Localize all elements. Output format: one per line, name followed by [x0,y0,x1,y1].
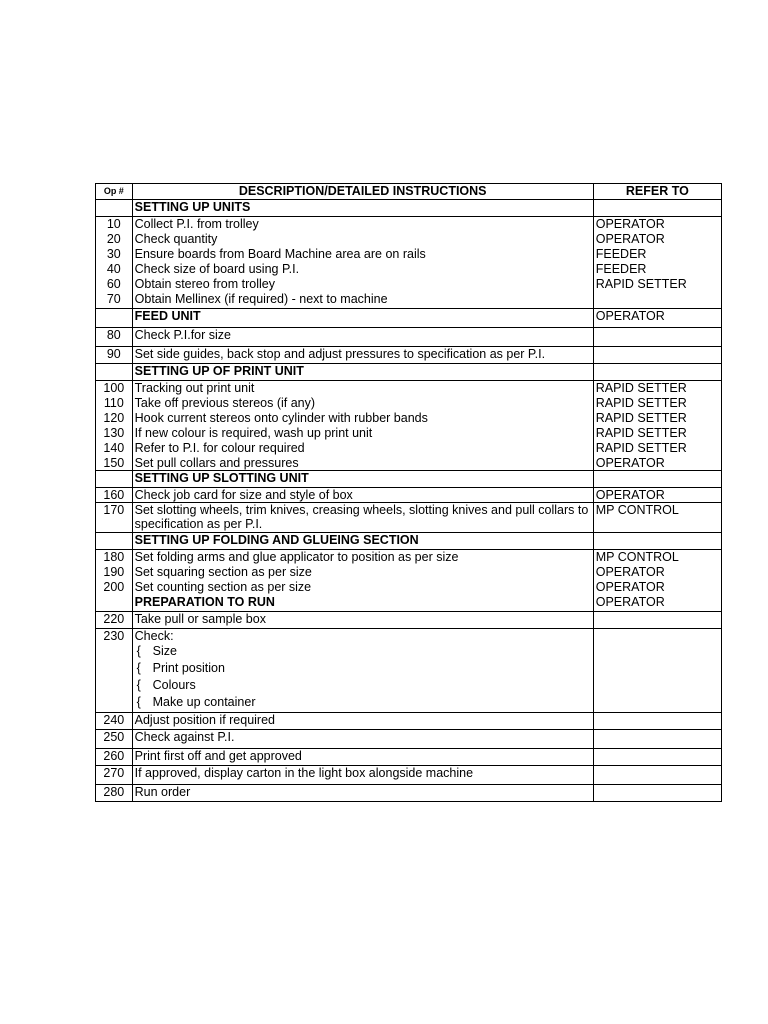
description-cell: Obtain Mellinex (if required) - next to machine [132,292,593,309]
op-number-cell [96,364,133,381]
refer-to-cell [593,749,721,766]
description-cell: Set side guides, back stop and adjust pressures to specification as per P.I. [132,347,593,364]
section-title-cell: FEED UNIT [132,309,593,328]
op-number-cell: 250 [96,730,133,749]
checklist-heading: Check: [134,629,174,643]
refer-to-cell: MP CONTROL [593,503,721,533]
section-title-cell: SETTING UP OF PRINT UNIT [132,364,593,381]
op-number-cell: 190 [96,565,133,580]
refer-to-cell [593,766,721,785]
description-cell: Set slotting wheels, trim knives, creasing wheels, slotting knives and pull collars to specification as per P.I. [132,503,593,533]
refer-to-cell: RAPID SETTER [593,277,721,292]
refer-to-cell: FEEDER [593,247,721,262]
op-number-cell: 70 [96,292,133,309]
description-cell: Refer to P.I. for colour required [132,441,593,456]
op-number-cell: 240 [96,713,133,730]
refer-to-cell [593,200,721,217]
table-row [96,488,722,503]
op-number-cell: 180 [96,550,133,565]
description-cell: Set squaring section as per size [132,565,593,580]
table-row [96,503,722,533]
op-number-cell: 230 [96,629,133,713]
bullet-brace-icon: { [136,661,141,675]
refer-to-cell [593,713,721,730]
section-title-cell: SETTING UP SLOTTING UNIT [132,471,593,488]
description-cell: Set counting section as per size [132,580,593,595]
description-cell: Check against P.I. [132,730,593,749]
table-row [96,347,722,364]
bullet-brace-icon: { [136,695,141,709]
description-cell: Hook current stereos onto cylinder with rubber bands [132,411,593,426]
section-title-cell: PREPARATION TO RUN [132,595,593,612]
table-row [96,396,722,411]
table-row [96,217,722,232]
description-cell: Print first off and get approved [132,749,593,766]
refer-to-cell: OPERATOR [593,565,721,580]
op-number-cell: 140 [96,441,133,456]
op-number-cell: 30 [96,247,133,262]
table-row [96,381,722,396]
refer-to-cell: OPERATOR [593,580,721,595]
refer-to-cell [593,292,721,309]
operations-table [95,183,722,802]
table-row [96,232,722,247]
table-row [96,277,722,292]
checklist-item-label: Make up container [152,695,256,709]
table-row [96,247,722,262]
refer-to-cell: RAPID SETTER [593,381,721,396]
table-row [96,580,722,595]
section-row [96,309,722,328]
table-row [96,785,722,802]
refer-to-cell [593,629,721,713]
op-number-cell [96,595,133,612]
table-row [96,713,722,730]
op-number-cell: 10 [96,217,133,232]
op-number-cell: 60 [96,277,133,292]
section-row [96,200,722,217]
refer-to-cell [593,785,721,802]
description-cell: Check size of board using P.I. [132,262,593,277]
op-number-cell: 20 [96,232,133,247]
description-cell: Run order [132,785,593,802]
op-number-cell: 260 [96,749,133,766]
table-row [96,550,722,565]
bullet-brace-icon: { [136,644,141,658]
description-cell: Check P.I.for size [132,328,593,347]
op-number-cell [96,309,133,328]
op-number-header: Op # [96,184,133,200]
refer-to-cell [593,612,721,629]
checklist-item [135,694,591,711]
table-row [96,730,722,749]
section-row [96,471,722,488]
op-number-cell: 220 [96,612,133,629]
section-row [96,595,722,612]
table-row [96,441,722,456]
description-cell: Set folding arms and glue applicator to position as per size [132,550,593,565]
op-number-cell: 80 [96,328,133,347]
refer-to-cell [593,471,721,488]
refer-to-cell: OPERATOR [593,309,721,328]
section-row [96,364,722,381]
refer-to-cell [593,533,721,550]
op-number-cell: 110 [96,396,133,411]
table-row [96,565,722,580]
section-title-cell: SETTING UP UNITS [132,200,593,217]
refer-to-cell [593,730,721,749]
op-number-cell: 170 [96,503,133,533]
section-row [96,533,722,550]
description-cell: Take pull or sample box [132,612,593,629]
refer-to-cell [593,364,721,381]
refer-to-cell: OPERATOR [593,595,721,612]
description-cell: Check job card for size and style of box [132,488,593,503]
refer-to-cell: RAPID SETTER [593,441,721,456]
checklist-item [135,660,591,677]
op-number-cell: 150 [96,456,133,471]
refer-to-cell: OPERATOR [593,217,721,232]
refer-to-cell [593,328,721,347]
description-cell: Ensure boards from Board Machine area are on rails [132,247,593,262]
bullet-brace-icon: { [136,678,141,692]
description-cell: Check quantity [132,232,593,247]
op-number-cell: 40 [96,262,133,277]
checklist-item [135,677,591,694]
checklist-item-label: Size [152,644,177,658]
op-number-cell: 100 [96,381,133,396]
table-row [96,766,722,785]
table-row [96,456,722,471]
table-row [96,629,722,713]
op-number-cell: 90 [96,347,133,364]
refer-to-cell: RAPID SETTER [593,411,721,426]
table-row [96,262,722,277]
refer-to-cell [593,347,721,364]
description-cell: Collect P.I. from trolley [132,217,593,232]
table-body [96,200,722,802]
refer-to-cell: RAPID SETTER [593,426,721,441]
description-cell: If new colour is required, wash up print unit [132,426,593,441]
table-row [96,612,722,629]
refer-to-cell: MP CONTROL [593,550,721,565]
op-number-cell: 280 [96,785,133,802]
refer-to-cell: OPERATOR [593,488,721,503]
description-cell [132,629,593,713]
description-cell: Obtain stereo from trolley [132,277,593,292]
checklist-item-label: Colours [152,678,196,692]
refer-to-cell: FEEDER [593,262,721,277]
description-cell: Adjust position if required [132,713,593,730]
refer-to-header: REFER TO [593,184,721,200]
refer-to-cell: OPERATOR [593,232,721,247]
table-row [96,426,722,441]
refer-to-cell: OPERATOR [593,456,721,471]
op-number-cell [96,471,133,488]
description-cell: Tracking out print unit [132,381,593,396]
op-number-cell: 130 [96,426,133,441]
section-title-cell: SETTING UP FOLDING AND GLUEING SECTION [132,533,593,550]
table-row [96,328,722,347]
description-cell: If approved, display carton in the light box alongside machine [132,766,593,785]
op-number-cell [96,533,133,550]
table-row [96,749,722,766]
op-number-cell [96,200,133,217]
op-number-cell: 120 [96,411,133,426]
refer-to-cell: RAPID SETTER [593,396,721,411]
op-number-cell: 200 [96,580,133,595]
description-cell: Set pull collars and pressures [132,456,593,471]
description-header: DESCRIPTION/DETAILED INSTRUCTIONS [132,184,593,200]
table-row [96,411,722,426]
op-number-cell: 160 [96,488,133,503]
op-number-cell: 270 [96,766,133,785]
table-row [96,292,722,309]
checklist-item [135,643,591,660]
table-header-row [96,184,722,200]
description-cell: Take off previous stereos (if any) [132,396,593,411]
checklist-item-label: Print position [152,661,225,675]
